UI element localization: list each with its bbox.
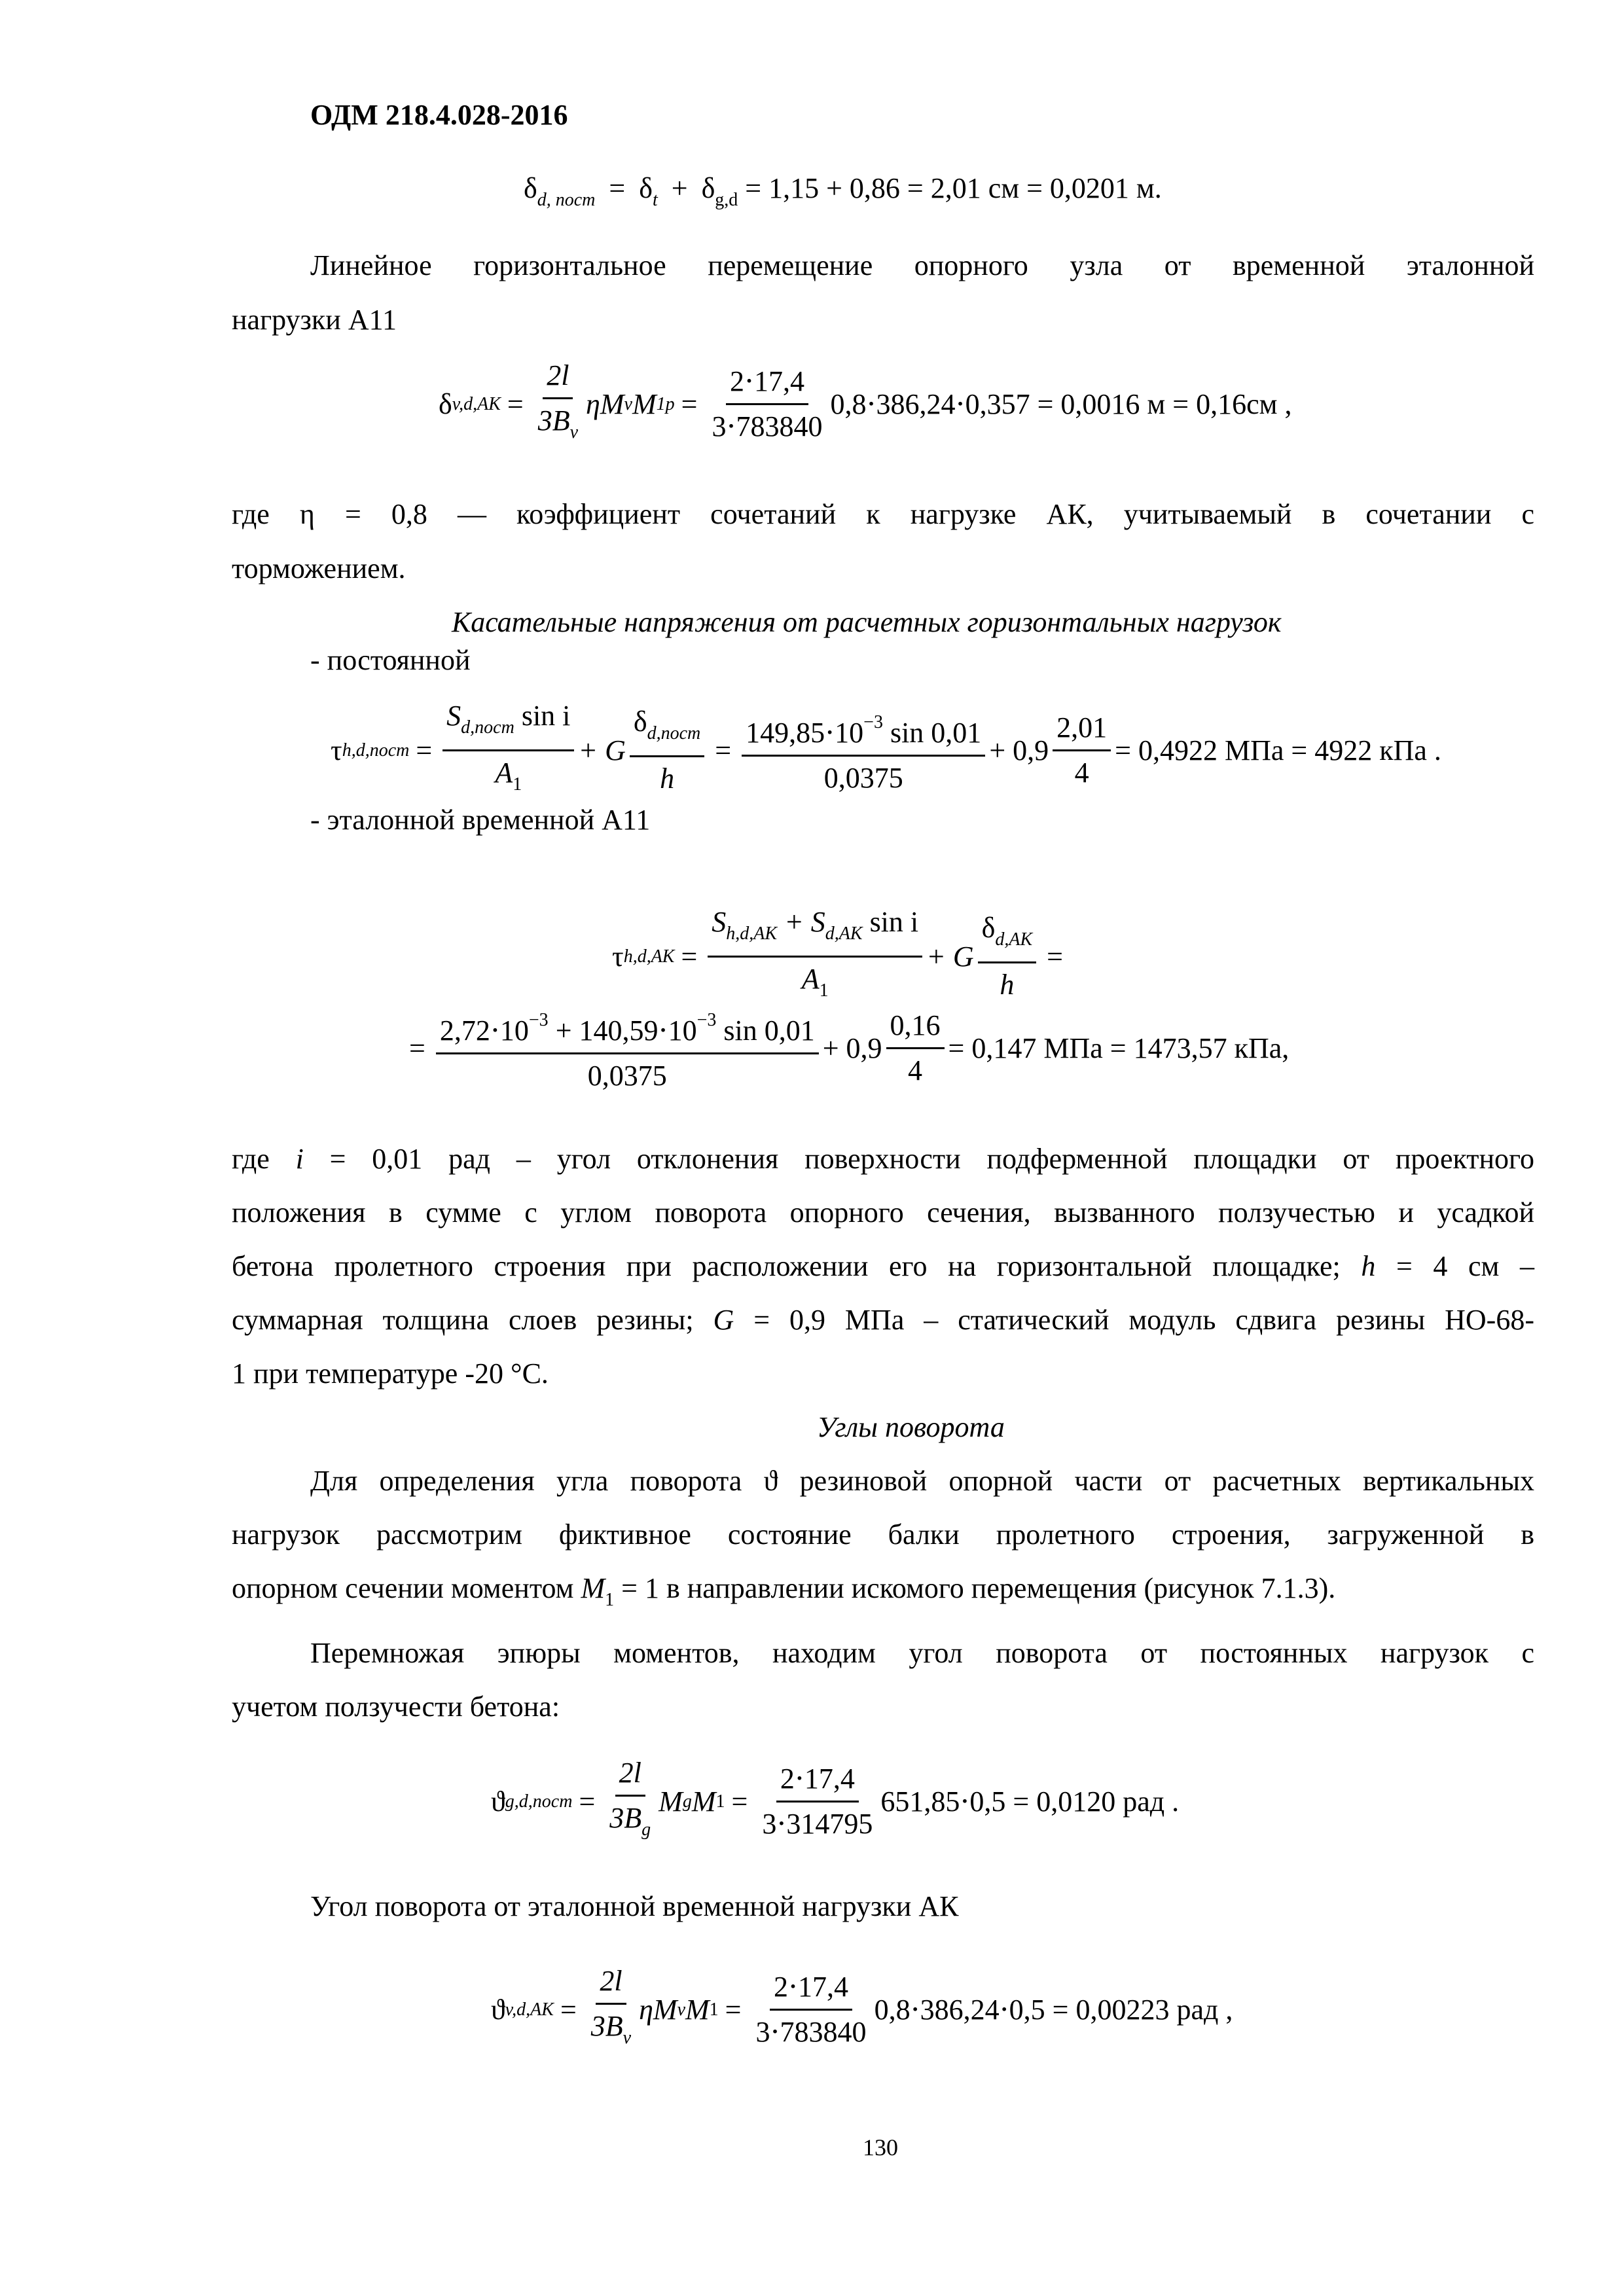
numerator: 2l	[596, 1962, 626, 2005]
formula-theta-v	[491, 1962, 1233, 2057]
subscript: d, пост	[537, 190, 596, 210]
symbol-theta: ϑ	[491, 1994, 505, 2026]
denominator: 4	[908, 1054, 923, 1086]
equals-sign: =	[681, 941, 698, 973]
numerator: $\delta_{d,AK}$	[978, 909, 1037, 963]
denominator: $A_1$	[495, 757, 522, 795]
denominator: 3⋅783840	[712, 410, 823, 442]
paragraph-angle-ak: Угол поворота от эталонной временной нагрузки АК	[310, 1890, 959, 1922]
subscript: v,d,AK	[505, 1999, 554, 2020]
formula-result: = 0,4922 МПа = 4922 кПа .	[1115, 734, 1441, 766]
numerator: 2⋅17,4	[726, 363, 808, 405]
subscript: g,d	[715, 190, 738, 210]
subscript: g	[682, 1791, 692, 1812]
numerator: 2⋅17,4	[776, 1760, 859, 1803]
subscript: h,d,пост	[342, 740, 410, 761]
paragraph-angle-i-2: положения в сумме с углом поворота опорного сечения, вызванного ползучестью и усадкой	[232, 1196, 1534, 1229]
equals-sign: =	[715, 734, 732, 766]
fraction	[742, 704, 985, 797]
denominator: 3⋅314795	[762, 1808, 873, 1840]
equals-sign: =	[579, 1785, 596, 1818]
denominator: h	[1000, 969, 1015, 1001]
section-heading-rotation-angles: Углы поворота	[817, 1411, 1005, 1443]
fraction	[978, 909, 1037, 1004]
subscript: v	[677, 1999, 686, 2020]
section-heading-shear-stress: Касательные напряжения от расчетных горизонтальных нагрузок	[452, 606, 1282, 638]
denominator: 0,0375	[823, 762, 903, 794]
formula-result: 0,8⋅386,24⋅0,5 = 0,00223 рад ,	[874, 1994, 1233, 2026]
list-item-temporary: - эталонной временной А11	[310, 804, 651, 836]
formula-term: + 0,9	[822, 1032, 882, 1064]
symbol-delta: δ	[524, 172, 537, 204]
page-number: 130	[863, 2134, 898, 2161]
subscript: v,d,AK	[452, 393, 501, 414]
numerator: $149,85\cdot 10^{-3}$ sin 0,01	[742, 704, 985, 757]
fraction	[442, 697, 574, 804]
equals-sign: =	[609, 172, 626, 204]
subscript: 1p	[656, 393, 675, 414]
numerator: $S_{d,пост}$ sin i	[442, 697, 574, 751]
formula-theta-g	[491, 1754, 1179, 1849]
subscript: g,d,пост	[505, 1791, 573, 1812]
formula-result: = 0,147 МПа = 1473,57 кПа,	[948, 1032, 1290, 1064]
symbol-delta: δ	[439, 388, 452, 420]
list-item-permanent: - постоянной	[310, 644, 471, 676]
denominator: 4	[1074, 757, 1089, 789]
paragraph-angle-i-3: бетона пролетного строения при расположении его на горизонтальной площадке; h = 4 см –	[232, 1250, 1535, 1282]
denominator: h	[660, 762, 675, 795]
fraction	[605, 1754, 655, 1849]
numerator: $\delta_{d,пост}$	[630, 703, 704, 757]
paragraph-angle-i-5: 1 при температуре -20 °С.	[232, 1357, 549, 1390]
fraction	[1053, 709, 1111, 792]
denominator: $3B_v$	[590, 2010, 632, 2048]
symbol-delta: δ	[639, 172, 653, 204]
numerator: $2,72\cdot 10^{-3} + 140,59\cdot 10^{-3}$ sin 0,01	[436, 1001, 819, 1054]
equals-sign: =	[681, 388, 698, 420]
formula-term: + G	[578, 734, 626, 766]
subscript: 1	[709, 1999, 719, 2020]
denominator: 3⋅783840	[755, 2016, 867, 2048]
equals-sign: =	[409, 1032, 425, 1064]
plus-sign: +	[671, 172, 688, 204]
formula-term: + G	[926, 941, 974, 973]
paragraph-linear-displacement-cont: нагрузки А11	[232, 304, 397, 336]
formula-term: + 0,9	[989, 734, 1049, 766]
denominator: 0,0375	[587, 1060, 667, 1092]
formula-term: ηM	[586, 388, 624, 420]
formula-delta-v	[439, 357, 1291, 452]
denominator: $A_1$	[801, 963, 829, 1001]
formula-result: = 1,15 + 0,86 = 2,01 см = 0,0201 м.	[745, 172, 1162, 204]
fraction	[886, 1007, 945, 1090]
fraction	[630, 703, 704, 798]
fraction	[758, 1760, 876, 1843]
fraction	[708, 903, 922, 1010]
paragraph-eta: где η = 0,8 — коэффициент сочетаний к нагрузке АК, учитываемый в сочетании с	[232, 498, 1534, 530]
paragraph-eta-cont: торможением.	[232, 552, 406, 584]
subscript: v	[624, 393, 632, 414]
subscript: h,d,AK	[623, 946, 675, 967]
numerator: 2l	[543, 357, 573, 399]
fraction	[752, 1968, 871, 2051]
paragraph-linear-displacement: Линейное горизонтальное перемещение опорного узла от временной эталонной	[310, 249, 1534, 281]
equals-sign: =	[1047, 941, 1063, 973]
formula-delta-sum	[524, 171, 1162, 211]
paragraph-rotation: Для определения угла поворота ϑ резиновой опорной части от расчетных вертикальных	[310, 1465, 1534, 1497]
paragraph-multiply-diagrams-2: учетом ползучести бетона:	[232, 1691, 560, 1723]
paragraph-multiply-diagrams: Перемножая эпюры моментов, находим угол поворота от постоянных нагрузок с	[310, 1637, 1534, 1669]
document-code-header: ОДМ 218.4.028-2016	[310, 99, 568, 131]
equals-sign: =	[416, 734, 433, 766]
formula-term: M	[685, 1994, 710, 2026]
denominator: $3B_v$	[537, 404, 579, 442]
formula-tau-ak-line2	[403, 1001, 1289, 1095]
formula-tau-ak-line1	[612, 903, 1070, 1010]
numerator: $S_{h,d,AK} + S_{d,AK}$ sin i	[708, 903, 922, 958]
equals-sign: =	[507, 388, 524, 420]
equals-sign: =	[731, 1785, 748, 1818]
symbol-delta: δ	[701, 172, 715, 204]
paragraph-angle-i: где i = 0,01 рад – угол отклонения поверхности подферменной площадки от проектного	[232, 1143, 1534, 1175]
formula-tau-permanent	[331, 697, 1441, 804]
paragraph-rotation-3: опорном сечении моментом $M_1 = 1$ в направлении искомого перемещения (рисунок 7.1.3).	[232, 1572, 1336, 1610]
formula-term: ηM	[639, 1994, 677, 2026]
formula-result: 0,8⋅386,24⋅0,357 = 0,0016 м = 0,16см ,	[830, 388, 1292, 420]
formula-term: M	[659, 1785, 683, 1818]
formula-result: 651,85⋅0,5 = 0,0120 рад .	[880, 1785, 1180, 1818]
symbol-tau: τ	[331, 734, 342, 766]
paragraph-angle-i-4: суммарная толщина слоев резины; G = 0,9 МПа – статический модуль сдвига резины НО-68-	[232, 1304, 1534, 1336]
symbol-tau: τ	[612, 941, 624, 973]
symbol-theta: ϑ	[491, 1785, 505, 1818]
equals-sign: =	[560, 1994, 577, 2026]
subscript: 1	[715, 1791, 725, 1812]
denominator: $3B_g$	[609, 1802, 651, 1840]
fraction	[587, 1962, 635, 2057]
formula-term: M	[632, 388, 657, 420]
fraction	[436, 1001, 819, 1095]
paragraph-rotation-2: нагрузок рассмотрим фиктивное состояние балки пролетного строения, загруженной в	[232, 1518, 1534, 1551]
numerator: 2l	[615, 1754, 645, 1797]
numerator: 2,01	[1053, 709, 1111, 751]
numerator: 0,16	[886, 1007, 945, 1049]
formula-term: M	[691, 1785, 716, 1818]
numerator: 2⋅17,4	[770, 1968, 852, 2011]
fraction	[708, 363, 826, 446]
subscript: t	[652, 190, 658, 210]
fraction	[534, 357, 582, 452]
equals-sign: =	[725, 1994, 742, 2026]
